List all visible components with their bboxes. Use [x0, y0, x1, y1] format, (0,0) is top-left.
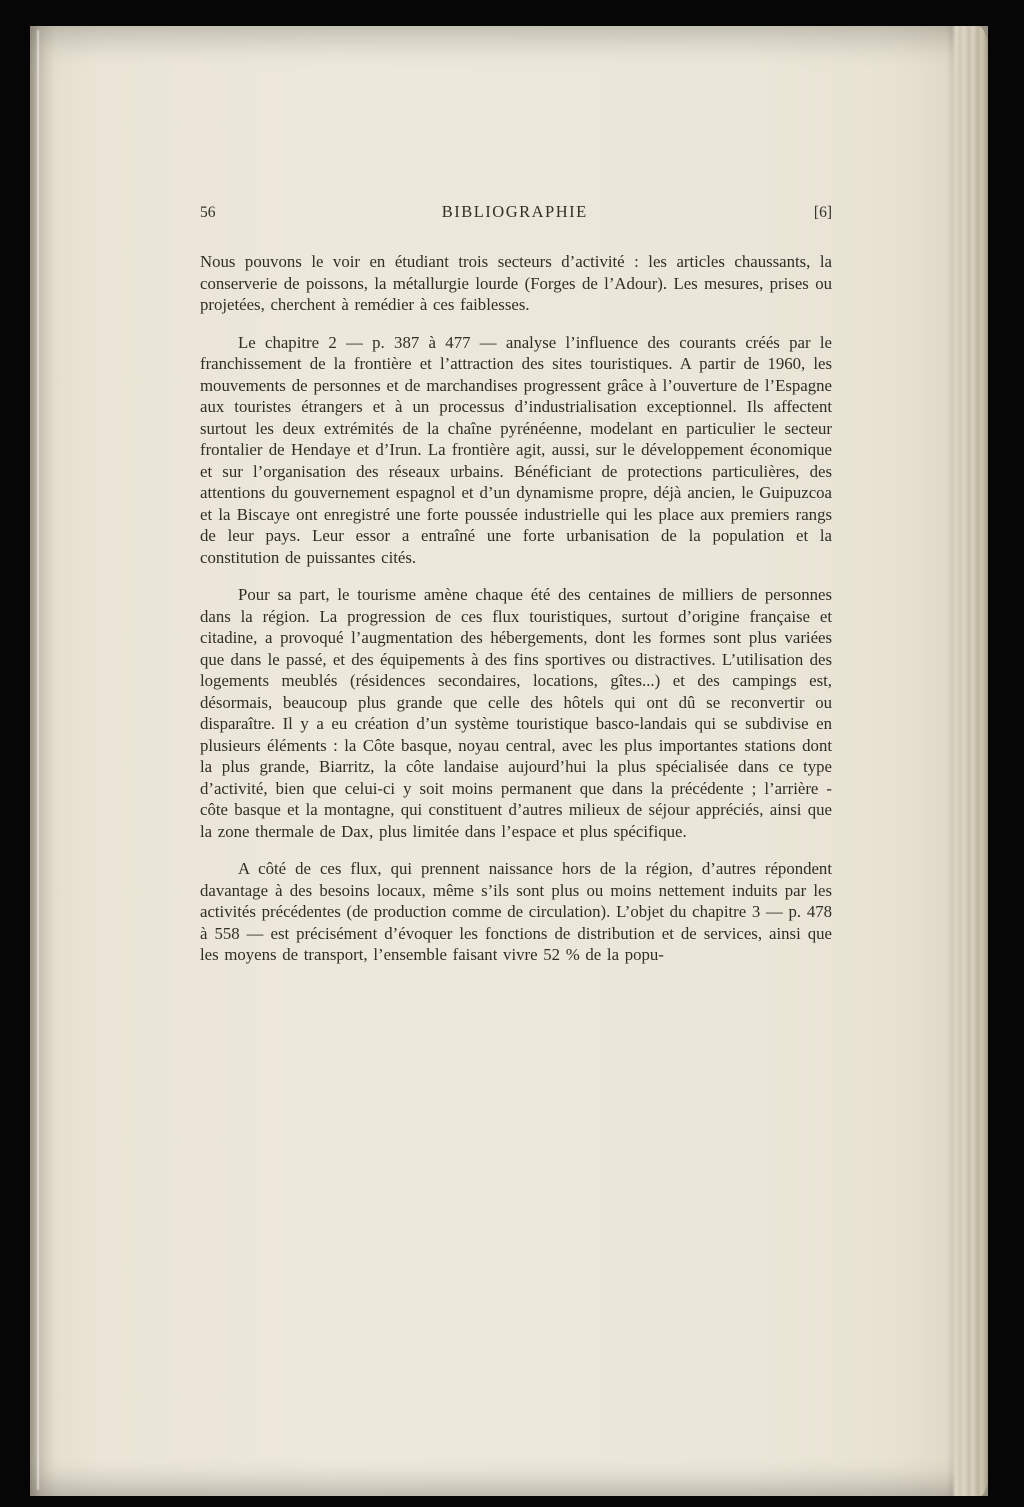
header-reference: [6]	[813, 204, 832, 221]
page-edge-stack	[946, 26, 988, 1496]
page-header	[200, 202, 832, 222]
page-number: 56	[200, 204, 216, 221]
paragraph: Le chapitre 2 — p. 387 à 477 — analyse l’influence des courants créés par le franchissement de la frontière et l’attraction des sites touristiques. A partir de 1960, les mouvements de personnes et de marchandises progressent grâce à l’ouverture de l’Espagne aux touristes étrangers et à un processus d’industrialisation exceptionnel. Ils affectent surtout les deux extrémités de la chaîne pyrénéenne, modelant en particulier le secteur frontalier de Hendaye et d’Irun. La frontière agit, aussi, sur le développement économique et sur l’organisation des réseaux urbains. Bénéficiant de protections particulières, des attentions du gouvernement espagnol et d’un dynamisme propre, déjà ancien, le Guipuzcoa et la Biscaye ont enregistré une forte poussée industrielle qui les place aux premiers rangs de leur pays. Leur essor a entraîné une forte urbanisation de la population et la constitution de puissantes cités.	[200, 332, 832, 567]
paragraph: Nous pouvons le voir en étudiant trois secteurs d’activité : les articles chaussants, la conserverie de poissons, la métallurgie lourde (Forges de l’Adour). Les mesures, prises ou projetées, cherchent à remédier à ces faiblesses.	[200, 252, 832, 314]
page-content	[200, 202, 832, 966]
book-page	[30, 26, 988, 1496]
header-title: BIBLIOGRAPHIE	[441, 202, 588, 221]
paragraph: A côté de ces flux, qui prennent naissance hors de la région, d’autres répondent davantage à des besoins locaux, même s’ils sont plus ou moins nettement induits par les activités précédentes (de production comme de circulation). L’objet du chapitre 3 — p. 478 à 558 — est précisément d’évoquer les fonctions de distribution et de services, ainsi que les moyens de transport, l’ensemble faisant vivre 52 % de la popu-	[200, 859, 832, 964]
spine-edge-highlight	[37, 30, 39, 1490]
paragraph: Pour sa part, le tourisme amène chaque été des centaines de milliers de personnes dans la région. La progression de ces flux touristiques, surtout d’origine française et citadine, a provoqué l’augmentation des hébergements, dont les formes sont plus variées que dans le passé, et des équipements à des fins sportives ou distractives. L’utilisation des logements meublés (résidences secondaires, locations, gîtes...) et des campings est, désormais, beaucoup plus grande que celle des hôtels qui ont dû se reconvertir ou disparaître. Il y a eu création d’un système touristique basco-landais qui se subdivise en plusieurs éléments : la Côte basque, noyau central, avec les plus importantes stations dont la plus grande, Biarritz, la côte landaise aujourd’hui la plus spécialisée dans ce type d’activité, bien que celui-ci y soit moins permanent que dans la précédente ; l’arrière - côte basque et la montagne, qui constituent d’autres milieux de séjour appréciés, ainsi que la zone thermale de Dax, plus limitée dans l’espace et plus spécifique.	[200, 585, 832, 841]
